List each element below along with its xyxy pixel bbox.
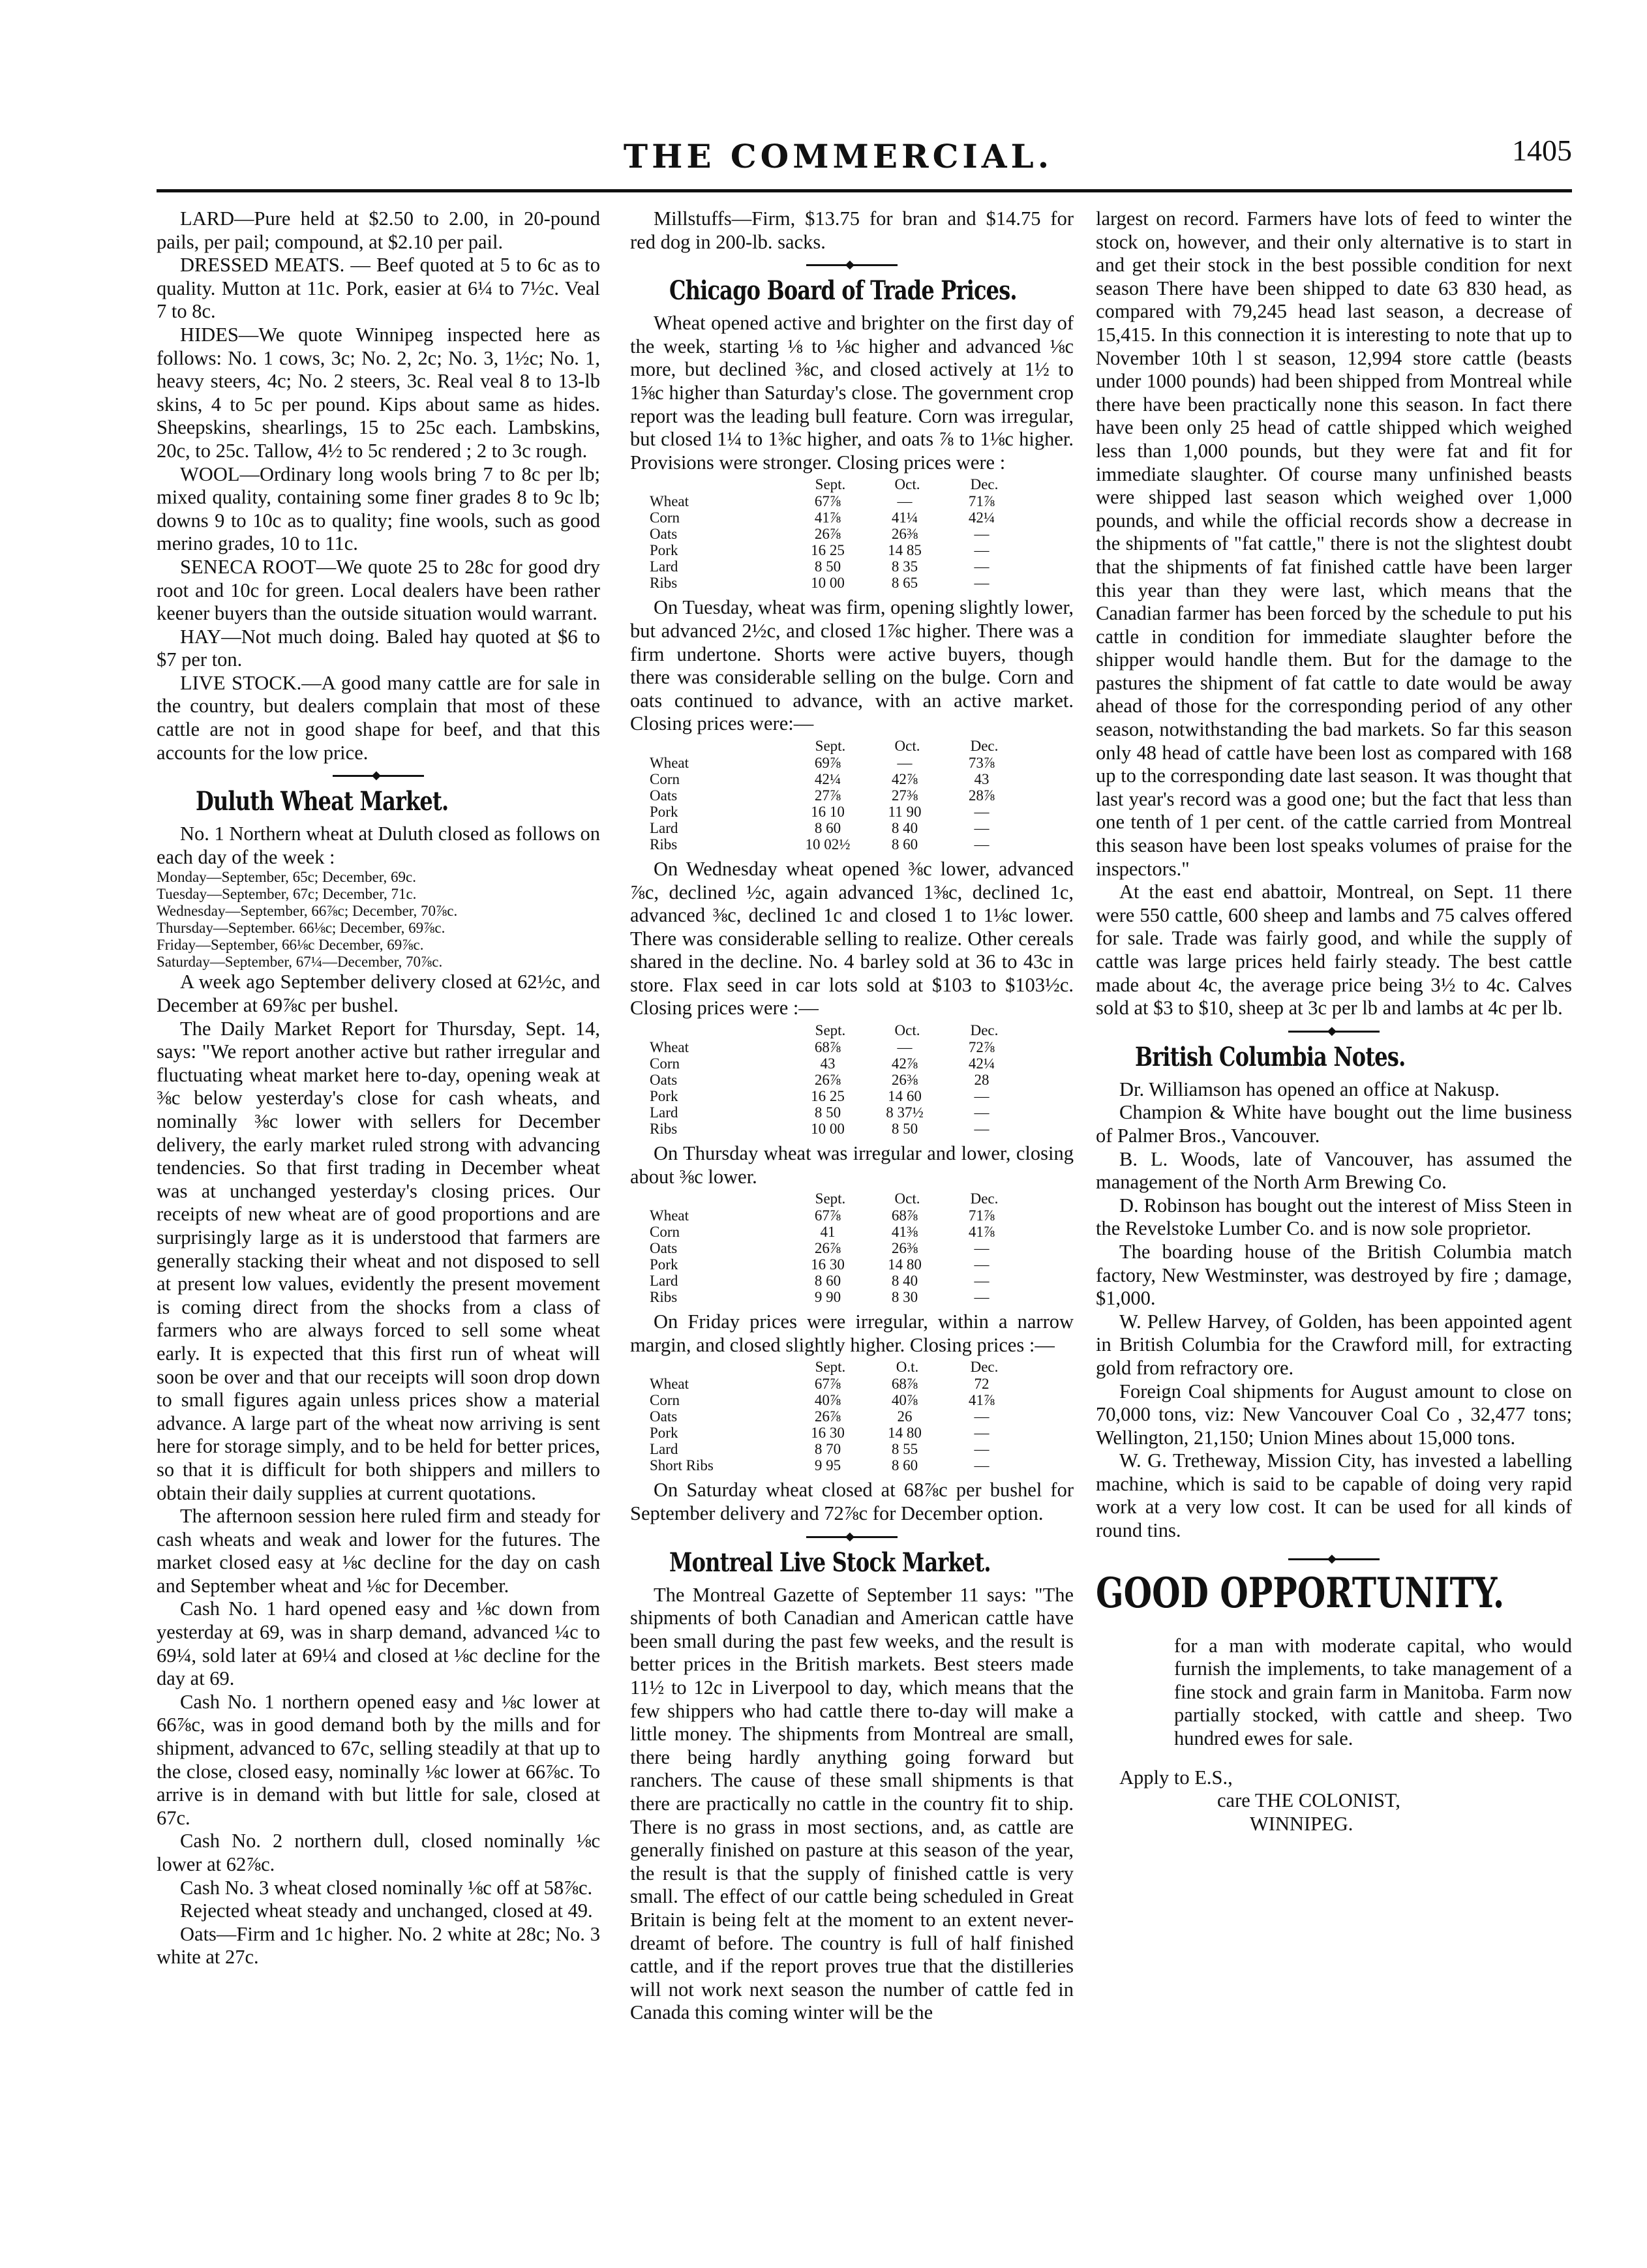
bc-item: Champion & White have bought out the lime business of Palmer Bros., Vancouver. [1096, 1101, 1572, 1147]
table-cell: 42¼ [968, 1055, 995, 1072]
table-cell: 8 60 [814, 1273, 841, 1290]
table-cell: 26⅜ [891, 526, 918, 543]
bc-item: Dr. Williamson has opened an office at Nakusp. [1119, 1078, 1500, 1100]
table-row [650, 1425, 1023, 1441]
livestock-para: LIVE STOCK.—A good many cattle are for sale in the country, but dealers complain that most of these cattle are not in good shape for beef, and that this accounts for the low price. [157, 671, 600, 764]
table-cell: 26⅞ [814, 1408, 841, 1425]
table-cell: — [974, 1256, 990, 1273]
table-cell: 68⅞ [891, 1207, 918, 1224]
table-cell: 8 60 [891, 836, 918, 853]
column-header: Sept. [815, 737, 846, 754]
column-header: O.t. [896, 1359, 919, 1376]
row-label: Ribs [650, 575, 678, 592]
row-label: Corn [650, 509, 680, 526]
header-spacer [650, 1358, 792, 1376]
table-cell: — [974, 836, 990, 853]
table-cell: 42¼ [814, 770, 841, 787]
price-table-mon [630, 476, 1074, 591]
table-cell: 8 50 [814, 1104, 841, 1121]
chicago-heading: Chicago Board of Trade Prices. [669, 275, 1017, 307]
column-header: Sept. [815, 476, 846, 493]
table-cell: — [897, 1039, 913, 1056]
table-cell: 41⅞ [968, 1392, 995, 1409]
ad-address-1: care THE COLONIST, [1217, 1789, 1400, 1812]
header-spacer [650, 737, 792, 755]
row-label: Ribs [650, 1121, 678, 1138]
row-label: Corn [650, 1392, 680, 1409]
table-cell: 10 02½ [805, 836, 851, 853]
ad-address-2: WINNIPEG. [1250, 1812, 1353, 1835]
table-row [650, 1104, 1023, 1121]
header-spacer [650, 476, 792, 493]
page-header [104, 134, 1572, 183]
bc-heading: British Columbia Notes. [1135, 1041, 1406, 1072]
table-cell: 8 55 [891, 1441, 918, 1458]
table-cell: 14 80 [888, 1425, 922, 1442]
row-label: Oats [650, 1408, 678, 1425]
bc-item: W. G. Tretheway, Mission City, has invested a labelling machine, which is said to be capable of doing very rapid work at a very low cost. It can be used for all kinds of round tins. [1096, 1449, 1572, 1542]
table-row [650, 493, 1023, 509]
millstuffs-para: Millstuffs—Firm, $13.75 for bran and $14.75 for red dog in 200-lb. sacks. [630, 207, 1074, 253]
table-cell: 71⅞ [968, 1207, 995, 1224]
column-header: Sept. [815, 1190, 846, 1207]
row-label: Pork [650, 542, 678, 559]
table-cell: 8 35 [891, 558, 918, 575]
table-cell: — [974, 542, 990, 559]
price-table-header [650, 1021, 1023, 1039]
table-cell: — [974, 1088, 990, 1105]
table-cell: 14 85 [888, 542, 922, 559]
column-header: Dec. [970, 476, 999, 493]
row-label: Pork [650, 1256, 678, 1273]
section-separator [1288, 1031, 1380, 1033]
table-row [650, 1457, 1023, 1474]
ad-apply: Apply to E.S., [1119, 1766, 1233, 1789]
table-cell: — [897, 754, 913, 771]
price-table [650, 1021, 1023, 1137]
table-cell: 8 50 [814, 558, 841, 575]
table-cell: 26⅜ [891, 1072, 918, 1089]
row-label: Corn [650, 1224, 680, 1241]
table-cell: 68⅞ [891, 1376, 918, 1393]
row-label: Oats [650, 1072, 678, 1089]
row-label: Lard [650, 1104, 678, 1121]
tuesday-para: On Tuesday, wheat was firm, opening slightly lower, but advanced 2½c, and closed 1⅞c higher. There was a firm undertone. Shorts were active buyers, though there was considerable selling on the bulge. Corn and oats continued to advance, with an active market. Closing prices were:— [630, 596, 1074, 735]
table-cell: 41⅞ [814, 509, 841, 526]
section-separator [806, 1536, 898, 1538]
table-row [650, 575, 1023, 591]
bc-item: D. Robinson has bought out the interest of Miss Steen in the Revelstoke Lumber Co. and is now sole proprietor. [1096, 1194, 1572, 1240]
row-label: Pork [650, 803, 678, 820]
column-1 [157, 207, 600, 1969]
column-header: Dec. [970, 1359, 999, 1376]
table-cell: 8 65 [891, 575, 918, 592]
price-table-header [650, 1358, 1023, 1376]
montreal-para: The Montreal Gazette of September 11 says: "The shipments of both Canadian and American cattle have been small during the past few weeks, and the result is better prices in the British markets. Best steers made 11½ to 12c in Liverpool to day, which means that the few shippers who had cattle there to-day will make a little money. The shipments from Montreal are small, there being hardly anything going forward but ranchers. The cause of these small shipments is that there are practically no cattle in the country fit to ship. There is no grass in most sections, and, as cattle are generally finished on pasture at this season of the year, the result is that the supply of finished cattle is very small. The effect of our cattle being scheduled in Great Britain is being felt at the moment to an extent never-dreamt of before. The country is full of half finished cattle, and if the report proves true that the distilleries will not work next season the number of cattle fed in Canada this coming winter will be the [630, 1583, 1074, 2024]
row-label: Wheat [650, 754, 689, 771]
table-row [650, 1256, 1023, 1273]
table-cell: 10 00 [811, 575, 845, 592]
row-label: Short Ribs [650, 1457, 714, 1474]
column-header: Dec. [970, 1022, 999, 1039]
duluth-para: Cash No. 1 northern opened easy and ⅛c lower at 66⅞c, was in good demand both by the mills and for shipment, advanced to 67c, selling steadily at that up to the close, closed easy, nominally ⅛c lower at 66⅞c. To arrive is in demand with but little for sale, closed at 67c. [157, 1690, 600, 1829]
table-row [650, 542, 1023, 558]
table-row [650, 1121, 1023, 1137]
table-cell: 41⅜ [891, 1224, 918, 1241]
row-label: Lard [650, 819, 678, 836]
table-cell: 26⅞ [814, 1072, 841, 1089]
table-cell: 71⅞ [968, 493, 995, 510]
table-row [650, 787, 1023, 804]
row-label: Ribs [650, 1289, 678, 1306]
table-cell: 67⅞ [814, 1376, 841, 1393]
table-row [650, 1408, 1023, 1425]
duluth-day: Thursday—September. 66⅛c; December, 69⅞c. [157, 920, 446, 937]
table-cell: 8 50 [891, 1121, 918, 1138]
column-header: Sept. [815, 1022, 846, 1039]
price-table-thu [630, 1190, 1074, 1305]
lard-para: LARD—Pure held at $2.50 to 2.00, in 20-pound pails, per pail; compound, at $2.10 per pail. [157, 207, 600, 253]
table-row [650, 1273, 1023, 1289]
table-row [650, 1224, 1023, 1240]
hides-para: HIDES—We quote Winnipeg inspected here as follows: No. 1 cows, 3c; No. 2, 2c; No. 3, 1½c; No. 1, heavy steers, 4c; No. 2 steers, 3c. Real veal 8 to 13-lb skins, 4 to 5c per pound. Kips about same as hides. Sheepskins, shearlings, 15 to 25c each. Lambskins, 20c, to 25c. Tallow, 4½ to 5c rendered ; 2 to 3c rough. [157, 323, 600, 462]
table-cell: 9 90 [814, 1289, 841, 1306]
table-row [650, 1088, 1023, 1104]
table-cell: 43 [974, 770, 990, 787]
table-row [650, 1039, 1023, 1055]
table-cell: 16 30 [811, 1256, 845, 1273]
price-table [650, 1190, 1023, 1305]
table-cell: 10 00 [811, 1121, 845, 1138]
row-label: Lard [650, 1273, 678, 1290]
table-cell: 40⅞ [891, 1392, 918, 1409]
duluth-para: Cash No. 3 wheat closed nominally ⅛c off at 58⅞c. [180, 1876, 593, 1899]
table-cell: 42⅞ [891, 1055, 918, 1072]
row-label: Wheat [650, 493, 689, 510]
table-row [650, 1441, 1023, 1457]
dressed-meats-para: DRESSED MEATS. — Beef quoted at 5 to 6c as to quality. Mutton at 11c. Pork, easier at 6¼ to 7½c. Veal 7 to 8c. [157, 254, 600, 323]
duluth-day: Monday—September, 65c; December, 69c. [157, 869, 416, 886]
row-label: Oats [650, 787, 678, 804]
bc-item: The boarding house of the British Columbia match factory, New Westminster, was destroyed by fire ; damage, $1,000. [1096, 1240, 1572, 1310]
duluth-day: Wednesday—September, 66⅞c; December, 70⅞c. [157, 903, 458, 920]
table-row [650, 1376, 1023, 1392]
table-cell: — [974, 526, 990, 543]
header-spacer [650, 1190, 792, 1207]
table-cell: 14 80 [888, 1256, 922, 1273]
table-cell: 67⅞ [814, 1207, 841, 1224]
table-cell: 26⅞ [814, 1240, 841, 1257]
table-cell: 41 [820, 1224, 836, 1241]
row-label: Oats [650, 526, 678, 543]
table-cell: 8 60 [891, 1457, 918, 1474]
montreal-continued: largest on record. Farmers have lots of feed to winter the stock on, however, and their only alternative is to start in and get their stock in the best possible condition for next season There have been shipped to date 63 830 head, as compared with 79,245 head last season, a decrease of 15,415. In this connection it is interesting to note that up to November 10th l st season, 12,994 store cattle (beasts under 1000 pounds) had been shipped from Montreal while there have been practically none this season. In fact there have been only 25 head of cattle shipped which weighed less than 1,000 pounds, but they were fat and fit for immediate slaughter. Of course many unfinished beasts were shipped last season which weighed over 1,000 pounds, and while the official records show a decrease in the shipments of "fat cattle," there is not the slightest doubt that the shipments of fat finished cattle have been larger this year than they were last, which means that the Canadian farmer has been forced by the schedule to put his cattle in condition for immediate slaughter before the shipper would handle them. But for the damage to the pastures the shipment of fat cattle to date would be away ahead of those for the corresponding period of any other season, notwithstanding the bad markets. So far this season only 48 head of cattle have been lost as compared with 168 up to the corresponding date last season. It was thought that last year's record was a good one; but the fact that less than one tenth of 1 per cent. of the cattle carried from Montreal this season have been lost speaks volumes of praise for the inspectors." [1096, 207, 1572, 880]
column-3 [1096, 207, 1572, 1836]
duluth-para: Oats—Firm and 1c higher. No. 2 white at 28c; No. 3 white at 27c. [157, 1922, 600, 1969]
ad-text: for a man with moderate capital, who would furnish the implements, to take management of a fine stock and grain farm in Manitoba. Farm now partially stocked, with cattle and sheep. Two hundred ewes for sale. [1174, 1634, 1572, 1750]
table-cell: 41¼ [891, 509, 918, 526]
price-table-header [650, 737, 1023, 755]
seneca-para: SENECA ROOT—We quote 25 to 28c for good dry root and 10c for green. Local dealers have been rather keener buyers than the outside situation would warrant. [157, 555, 600, 625]
masthead: THE COMMERCIAL. [623, 137, 1053, 175]
table-cell: 8 40 [891, 819, 918, 836]
section-separator [1288, 1558, 1380, 1560]
table-row [650, 509, 1023, 526]
price-table [650, 1358, 1023, 1474]
table-row [650, 1055, 1023, 1072]
row-label: Pork [650, 1425, 678, 1442]
table-row [650, 755, 1023, 771]
table-cell: 40⅞ [814, 1392, 841, 1409]
column-header: Oct. [894, 1022, 920, 1039]
price-table-fri [630, 1358, 1074, 1474]
table-cell: — [974, 558, 990, 575]
column-header: Dec. [970, 1190, 999, 1207]
table-cell: 16 25 [811, 542, 845, 559]
column-header: Oct. [894, 737, 920, 754]
duluth-heading: Duluth Wheat Market. [196, 786, 449, 817]
table-cell: 72⅞ [968, 1039, 995, 1056]
duluth-days [157, 869, 600, 971]
table-cell: 8 70 [814, 1441, 841, 1458]
table-cell: 27⅞ [814, 787, 841, 804]
table-cell: — [974, 1121, 990, 1138]
table-cell: 26⅜ [891, 1240, 918, 1257]
column-2 [630, 207, 1074, 2025]
row-label: Ribs [650, 836, 678, 853]
header-spacer [650, 1021, 792, 1039]
table-cell: 9 95 [814, 1457, 841, 1474]
table-cell: 68⅞ [814, 1039, 841, 1056]
table-cell: 8 60 [814, 819, 841, 836]
table-cell: — [974, 1240, 990, 1257]
bc-item: B. L. Woods, late of Vancouver, has assumed the management of the North Arm Brewing Co. [1096, 1147, 1572, 1194]
row-label: Wheat [650, 1039, 689, 1056]
table-cell: — [974, 1104, 990, 1121]
row-label: Corn [650, 770, 680, 787]
table-cell: — [974, 1457, 990, 1474]
thursday-para: On Thursday wheat was irregular and lower, closing about ⅜c lower. [630, 1142, 1074, 1188]
duluth-day: Saturday—September, 67¼—December, 70⅞c. [157, 954, 443, 971]
table-cell: 11 90 [888, 803, 922, 820]
table-cell: 14 60 [888, 1088, 922, 1105]
duluth-day: Tuesday—September, 67c; December, 71c. [157, 886, 417, 903]
table-row [650, 526, 1023, 542]
table-row [650, 1207, 1023, 1224]
table-row [650, 558, 1023, 575]
wednesday-para: On Wednesday wheat opened ⅜c lower, advanced ⅞c, declined ½c, again advanced 1⅜c, declined 1c, advanced ⅜c, declined 1c and closed 1 to 1⅛c lower. There was considerable selling to realize. Other cereals shared in the decline. No. 4 barley sold at 36 to 43c in store. Flax seed in car lots sold at $103 to $103½c. Closing prices were :— [630, 857, 1074, 1020]
duluth-para: Rejected wheat steady and unchanged, closed at 49. [180, 1899, 593, 1922]
montreal-heading: Montreal Live Stock Market. [669, 1547, 991, 1578]
duluth-day: Friday—September, 66⅛c December, 69⅞c. [157, 937, 424, 954]
duluth-para: The afternoon session here ruled firm and steady for cash wheats and weak and lower for the futures. The market closed easy at ⅛c decline for the day on cash and September wheat and ⅛c for December. [157, 1505, 600, 1597]
table-cell: 73⅞ [968, 754, 995, 771]
price-table-header [650, 476, 1023, 493]
duluth-para: The Daily Market Report for Thursday, Sept. 14, says: "We report another active but rather irregular and fluctuating wheat market here to-day, opening weak at ⅜c below yesterday's close for cash wheats, and nominally ⅜c lower with sellers for December delivery, the early market ruled strong with advancing tendencies. So that first trading in December wheat was at unchanged yesterday's closing prices. Our receipts of new wheat are of good proportions and are surprisingly large as it is understood that farmers are generally stacking their wheat and not disposed to sell at present low values, evidently the present movement is coming direct from the shocks from a class of farmers who are always forced to sell some wheat early. It is expected that this first run of wheat will soon be over and that our receipts will soon drop down to small figures again unless prices show a material advance. A large part of the wheat now arriving is sent here for storage simply, and to be held for better prices, so that it is difficult for both shippers and millers to obtain their daily supplies at current quotations. [157, 1017, 600, 1504]
table-row [650, 820, 1023, 836]
table-row [650, 1392, 1023, 1408]
table-cell: 8 40 [891, 1273, 918, 1290]
price-table-wed [630, 1021, 1074, 1137]
ad-heading: GOOD OPPORTUNITY. [1096, 1568, 1505, 1618]
row-label: Lard [650, 558, 678, 575]
table-cell: 27⅜ [891, 787, 918, 804]
table-cell: — [897, 493, 913, 510]
table-cell: 8 30 [891, 1289, 918, 1306]
table-cell: — [974, 1273, 990, 1290]
duluth-para: A week ago September delivery closed at 62½c, and December at 69⅞c per bushel. [157, 971, 600, 1017]
table-cell: 28 [974, 1072, 990, 1089]
table-cell: 16 30 [811, 1425, 845, 1442]
header-rule [157, 189, 1572, 192]
table-cell: 16 25 [811, 1088, 845, 1105]
table-cell: 41⅞ [968, 1224, 995, 1241]
row-label: Pork [650, 1088, 678, 1105]
saturday-para: On Saturday wheat closed at 68⅞c per bushel for September delivery and 72⅞c for December option. [630, 1479, 1074, 1525]
table-cell: 69⅞ [814, 754, 841, 771]
table-cell: — [974, 1289, 990, 1306]
table-cell: 72 [974, 1376, 990, 1393]
table-cell: 16 10 [811, 803, 845, 820]
table-cell: — [974, 1441, 990, 1458]
page-number: 1405 [1512, 134, 1572, 167]
table-row [650, 771, 1023, 787]
row-label: Lard [650, 1441, 678, 1458]
table-row [650, 836, 1023, 853]
bc-item: W. Pellew Harvey, of Golden, has been appointed agent in British Columbia for the Crawford mill, for extracting gold from refractory ore. [1096, 1310, 1572, 1379]
table-cell: 8 37½ [886, 1104, 924, 1121]
section-separator [333, 775, 424, 777]
table-cell: 26 [897, 1408, 913, 1425]
column-header: Sept. [815, 1359, 846, 1376]
table-cell: 28⅞ [968, 787, 995, 804]
section-separator [806, 264, 898, 266]
table-cell: 42⅞ [891, 770, 918, 787]
duluth-para: Cash No. 2 northern dull, closed nominally ⅛c lower at 62⅞c. [157, 1830, 600, 1875]
row-label: Wheat [650, 1207, 689, 1224]
row-label: Oats [650, 1240, 678, 1257]
row-label: Corn [650, 1055, 680, 1072]
column-header: Oct. [894, 1190, 920, 1207]
table-cell: — [974, 1425, 990, 1442]
table-cell: 26⅞ [814, 526, 841, 543]
wool-para: WOOL—Ordinary long wools bring 7 to 8c per lb; mixed quality, containing some finer grades 8 to 9c lb; downs 9 to 10c as to quality; fine wools, such as good merino grades, 10 to 11c. [157, 462, 600, 555]
price-table [650, 476, 1023, 591]
abattoir-para: At the east end abattoir, Montreal, on Sept. 11 there were 550 cattle, 600 sheep and lambs and 75 calves offered for sale. Trade was fairly good, and while the supply of cattle was large prices held fairly steady. The best cattle made about 4c, the average price being 3½ to 4c. Calves sold at $3 to $10, sheep at 3c per lb and lambs at 4c per lb. [1096, 881, 1572, 1020]
duluth-intro: No. 1 Northern wheat at Duluth closed as follows on each day of the week : [157, 823, 600, 868]
row-label: Wheat [650, 1376, 689, 1393]
chicago-intro: Wheat opened active and brighter on the first day of the week, starting ⅛ to ⅛c higher and advanced ⅛c more, but declined ⅜c, and closed actively at 1½ to 1⅝c higher than Saturday's close. The government crop report was the leading bull feature. Corn was irregular, but closed 1¼ to 1⅜c higher, and oats ⅞ to 1⅛c higher. Provisions were stronger. Closing prices were : [630, 312, 1074, 474]
table-cell: 43 [820, 1055, 836, 1072]
table-cell: — [974, 803, 990, 820]
bc-item: Foreign Coal shipments for August amount to close on 70,000 tons, viz: New Vancouver Coal Co , 32,477 tons; Wellington, 21,150; Union Mines about 15,000 tons. [1096, 1380, 1572, 1449]
table-cell: — [974, 1408, 990, 1425]
table-cell: — [974, 819, 990, 836]
price-table-tue [630, 737, 1074, 853]
table-row [650, 1289, 1023, 1305]
table-cell: 67⅞ [814, 493, 841, 510]
hay-para: HAY—Not much doing. Baled hay quoted at $6 to $7 per ton. [157, 625, 600, 671]
price-table-header [650, 1190, 1023, 1207]
column-header: Oct. [894, 476, 920, 493]
table-row [650, 1240, 1023, 1256]
column-header: Dec. [970, 737, 999, 754]
friday-para: On Friday prices were irregular, within a narrow margin, and closed slightly higher. Closing prices :— [630, 1310, 1074, 1356]
price-table [650, 737, 1023, 853]
table-cell: 42¼ [968, 509, 995, 526]
table-cell: — [974, 575, 990, 592]
table-row [650, 804, 1023, 820]
duluth-para: Cash No. 1 hard opened easy and ⅛c down from yesterday at 69, was in sharp demand, advanced ¼c to 69¼, sold later at 69¼ and closed at ⅛c decline for the day at 69. [157, 1597, 600, 1690]
table-row [650, 1072, 1023, 1088]
